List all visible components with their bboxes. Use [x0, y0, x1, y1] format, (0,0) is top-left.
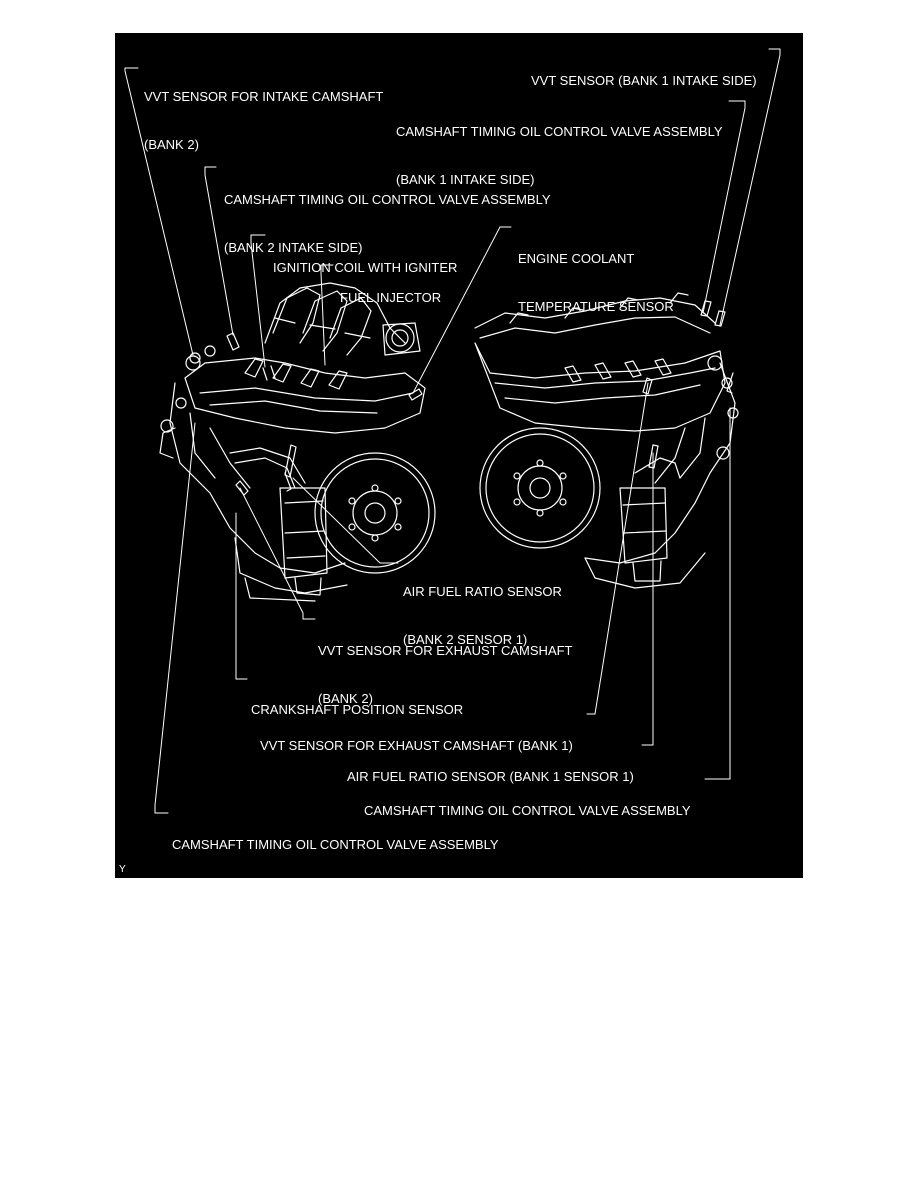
- label-line: VVT SENSOR FOR INTAKE CAMSHAFT: [144, 89, 384, 104]
- label-line: AIR FUEL RATIO SENSOR: [403, 584, 562, 599]
- label-line: (BANK 2 SENSOR 1): [403, 632, 528, 647]
- label-line: CAMSHAFT TIMING OIL CONTROL VALVE ASSEMBLY: [224, 192, 551, 207]
- label-line: CAMSHAFT TIMING OIL CONTROL VALVE ASSEMBLY: [364, 803, 691, 818]
- label-line: TEMPERATURE SENSOR: [518, 299, 674, 314]
- label-line: CRANKSHAFT POSITION SENSOR: [251, 702, 464, 717]
- label-line: ENGINE COOLANT: [518, 251, 635, 266]
- label-line: VVT SENSOR (BANK 1 INTAKE SIDE): [531, 73, 757, 88]
- label-line: VVT SENSOR FOR EXHAUST CAMSHAFT: [318, 643, 573, 658]
- label-ocv-bank2-exhaust: [172, 805, 499, 933]
- label-line: FUEL INJECTOR: [340, 290, 442, 305]
- engine-diagram-panel: [115, 33, 803, 900]
- label-line: CAMSHAFT TIMING OIL CONTROL VALVE ASSEMBLY: [396, 124, 723, 139]
- label-line: VVT SENSOR FOR EXHAUST CAMSHAFT (BANK 1): [260, 738, 573, 753]
- label-line: CAMSHAFT TIMING OIL CONTROL VALVE ASSEMBLY: [172, 837, 499, 852]
- label-fuel-injector: [340, 258, 441, 338]
- label-engine-coolant-temp-sensor: [518, 219, 674, 347]
- label-line: (BANK 2): [144, 137, 199, 152]
- label-line: (BANK 1 INTAKE SIDE): [396, 172, 535, 187]
- label-line: AIR FUEL RATIO SENSOR (BANK 1 SENSOR 1): [347, 769, 634, 784]
- corner-mark: Y: [119, 864, 126, 875]
- label-line: IGNITION COIL WITH IGNITER: [273, 260, 458, 275]
- label-line: (BANK 2 EXHAUST SIDE): [172, 885, 326, 900]
- label-line: (BANK 2): [318, 691, 373, 706]
- label-line: (BANK 2 INTAKE SIDE): [224, 240, 363, 255]
